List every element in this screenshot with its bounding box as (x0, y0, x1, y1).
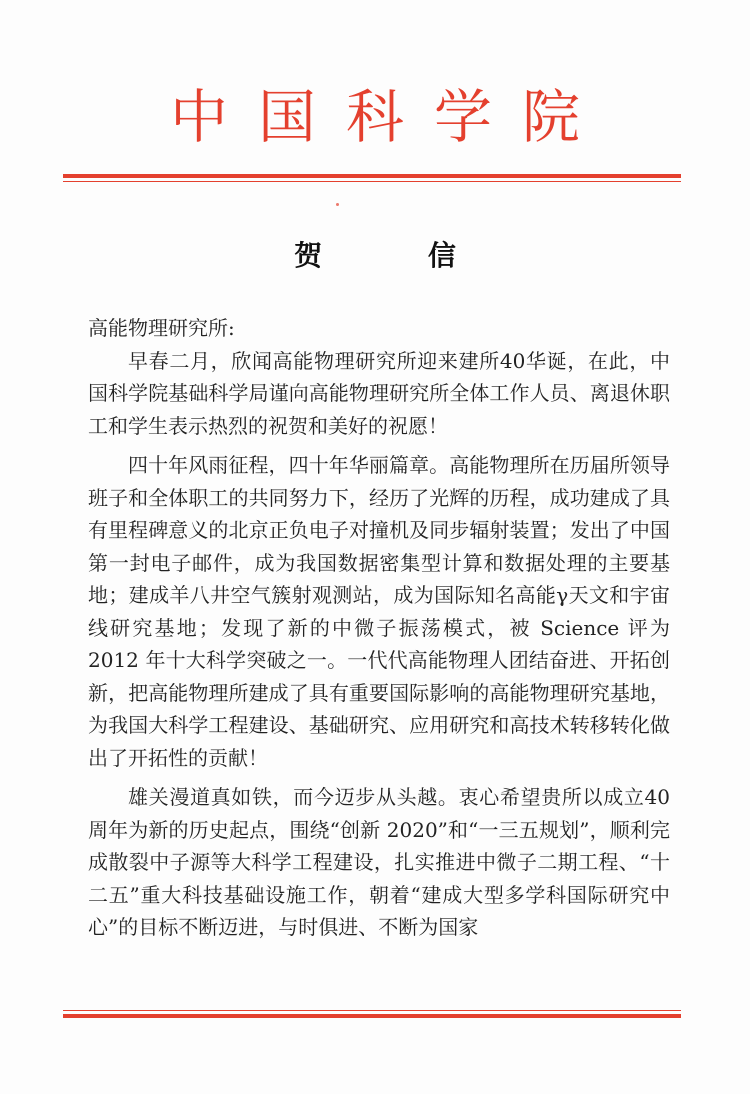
letter-salutation: 高能物理研究所: (88, 316, 235, 340)
letterhead-top-rule (63, 174, 681, 182)
decorative-dot (336, 203, 339, 206)
letterhead-organization-name: 中国科学院 (169, 83, 610, 151)
letter-paragraph: 雄关漫道真如铁，而今迈步从头越。衷心希望贵所以成立40周年为新的历史起点，围绕“创新 2020”和“一三五规划”，顺利完成散裂中子源等大科学工程建设，扎实推进中微子二期工程、“十二五”重大科技基础设施工作，朝着“建成大型多学科国际研究中心”的目标不断迈进，与时俱进、不断为国家 (88, 785, 670, 939)
letterhead-bottom-rule (63, 1010, 681, 1018)
letter-body (88, 312, 670, 944)
letter-paragraph: 四十年风雨征程，四十年华丽篇章。高能物理所在历届所领导班子和全体职工的共同努力下，经历了光辉的历程，成功建成了具有里程碑意义的北京正负电子对撞机及同步辐射装置；发出了中国第一封电子邮件，成为我国数据密集型计算和数据处理的主要基地；建成羊八井空气簇射观测站，成为国际知名高能γ天文和宇宙线研究基地；发现了新的中微子振荡模式，被 Science 评为 2012 年十大科学突破之一。一代代高能物理人团结奋进、开拓创新，把高能物理所建成了具有重要国际影响的高能物理研究基地，为我国大科学工程建设、基础研究、应用研究和高技术转移转化做出了开拓性的贡献！ (88, 453, 670, 770)
letter-title: 贺 信 (294, 239, 504, 272)
letter-paragraph: 早春二月，欣闻高能物理研究所迎来建所40华诞，在此，中国科学院基础科学局谨向高能物理研究所全体工作人员、离退休职工和学生表示热烈的祝贺和美好的祝愿！ (88, 348, 670, 438)
